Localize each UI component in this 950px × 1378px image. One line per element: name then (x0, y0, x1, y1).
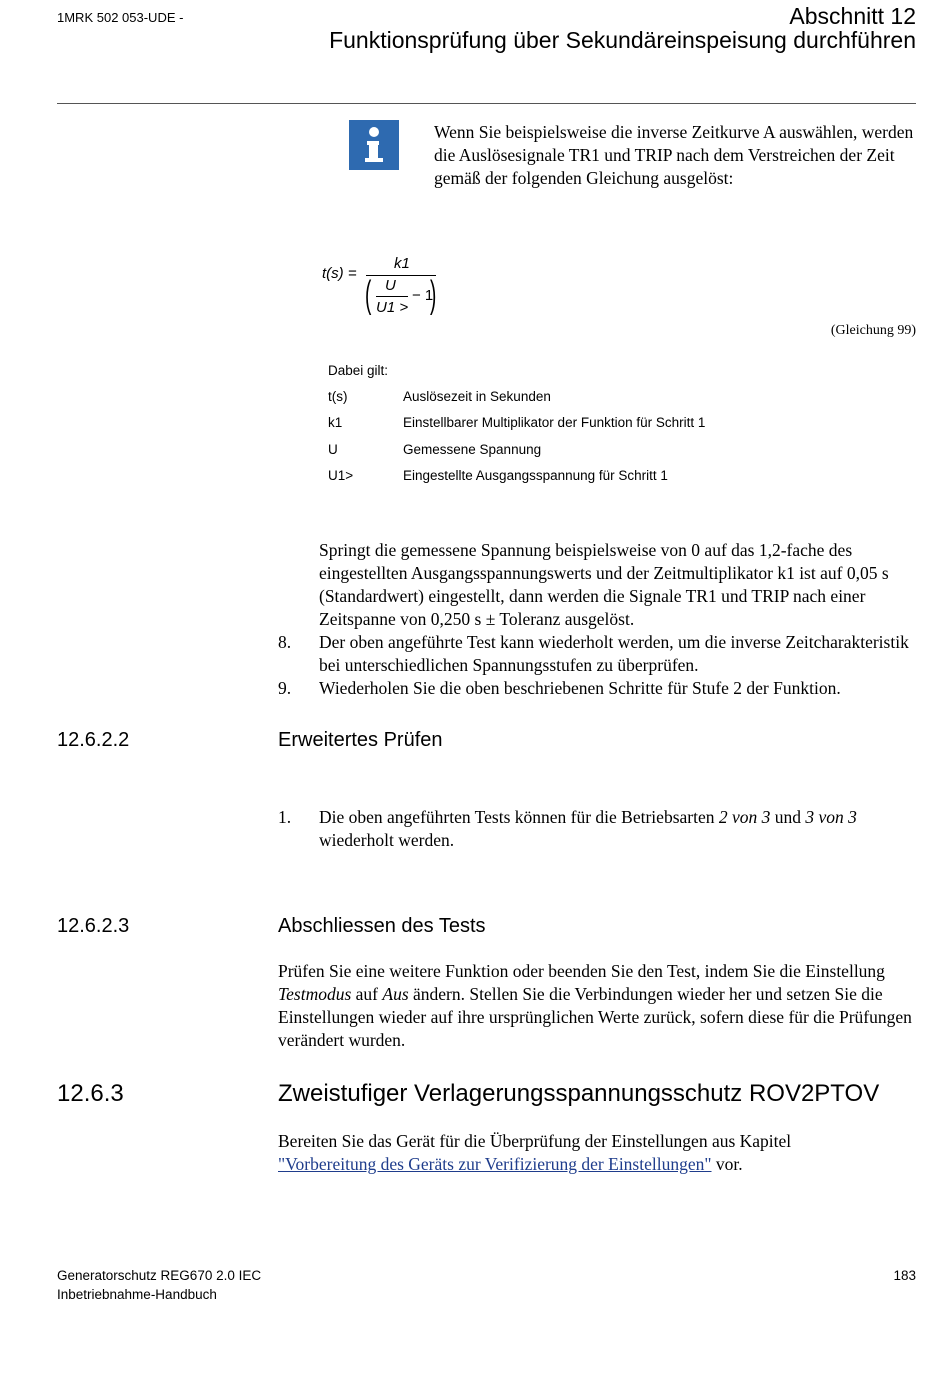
footer-subtitle: Inbetriebnahme-Handbuch (57, 1287, 217, 1302)
section-heading-title: Erweitertes Prüfen (278, 729, 443, 751)
setting-name: Testmodus (278, 984, 352, 1004)
definition-term: U (328, 442, 338, 457)
section-paragraph (278, 1130, 918, 1176)
step-number: 1. (278, 807, 292, 827)
right-paren: ) (430, 274, 437, 316)
step-text-part: und (770, 807, 806, 827)
section-heading-title: Abschliessen des Tests (278, 915, 486, 937)
text-part: auf (351, 984, 383, 1004)
text-part: Bereiten Sie das Gerät für die Überprüfung der Einstellungen aus Kapitel (278, 1131, 792, 1151)
definition-term: t(s) (328, 389, 348, 404)
chapter-link[interactable]: "Vorbereitung des Geräts zur Verifizierung der Einstellungen" (278, 1154, 712, 1174)
definitions-intro: Dabei gilt: (328, 363, 389, 378)
page-number: 183 (893, 1268, 916, 1283)
info-note-text: Wenn Sie beispielsweise die inverse Zeitkurve A auswählen, werden die Auslösesignale TR1 und TRIP nach dem Verstreichen der Zeit gemäß der folgenden Gleichung ausgelöst: (434, 122, 914, 188)
equation-lhs: t(s) = (322, 265, 357, 282)
definition-desc: Eingestellte Ausgangsspannung für Schritt 1 (403, 468, 668, 483)
section-paragraph (278, 960, 918, 1052)
equation (318, 254, 448, 326)
section-title: Funktionsprüfung über Sekundäreinspeisung durchführen (329, 27, 916, 53)
info-icon (349, 120, 399, 170)
step-text: Wiederholen Sie die oben beschriebenen Schritte für Stufe 2 der Funktion. (319, 678, 841, 698)
document-id: 1MRK 502 053-UDE - (57, 10, 184, 25)
mode-2-of-3: 2 von 3 (718, 807, 771, 827)
step-text-part: wiederholt werden. (319, 830, 455, 850)
equation-numerator: k1 (394, 255, 410, 272)
footer-title: Generatorschutz REG670 2.0 IEC (57, 1268, 262, 1283)
header-divider (57, 103, 916, 104)
step-text (319, 806, 919, 852)
definition-desc: Gemessene Spannung (403, 442, 542, 457)
definition-term: U1> (328, 468, 354, 483)
step-text: Der oben angeführte Test kann wiederholt werden, um die inverse Zeitcharakteristik bei unterschiedlichen Spannungsstufen zu überprüfen. (319, 632, 909, 675)
section-heading-number: 12.6.3 (57, 1080, 124, 1107)
fraction-bar (366, 275, 436, 276)
step-text-part: Die oben angeführten Tests können für die Betriebsarten (319, 807, 719, 827)
definition-desc: Einstellbarer Multiplikator der Funktion für Schritt 1 (403, 415, 706, 430)
step-number: 8. (278, 632, 292, 652)
inner-fraction-bar (376, 296, 408, 297)
section-heading-title: Zweistufiger Verlagerungsspannungsschutz ROV2PTOV (278, 1080, 880, 1107)
definition-desc: Auslösezeit in Sekunden (403, 389, 551, 404)
equation-inner-top: U (385, 277, 396, 294)
left-paren: ( (365, 274, 372, 316)
equation-label: (Gleichung 99) (830, 323, 916, 338)
section-heading-number: 12.6.2.2 (57, 729, 130, 751)
equation-minus-one: − 1 (412, 287, 434, 304)
setting-value: Aus (382, 984, 409, 1004)
section-heading-number: 12.6.2.3 (57, 915, 130, 937)
text-part: Prüfen Sie eine weitere Funktion oder beenden Sie den Test, indem Sie die Einstellung (278, 961, 885, 981)
text-part: ändern. Stellen Sie die Verbindungen wieder her und setzen Sie die Einstellungen wieder auf ihre ursprünglichen Werte zurück, sofern diese für die Prüfungen verändert wurden. (278, 984, 912, 1050)
section-number: Abschnitt 12 (789, 3, 916, 29)
step-number: 9. (278, 678, 292, 698)
example-paragraph: Springt die gemessene Spannung beispielsweise von 0 auf das 1,2-fache des eingestellten Ausgangsspannungswerts und der Zeitmultiplikator k1 ist auf 0,05 s (Standardwert) eingestellt, dann werden die Signale TR1 und TRIP nach einer Zeitspanne von 0,250 s ± Toleranz ausgelöst. (319, 540, 889, 629)
mode-3-of-3: 3 von 3 (805, 807, 857, 827)
equation-inner-bottom: U1 > (376, 299, 409, 316)
definition-term: k1 (328, 415, 343, 430)
text-part: vor. (711, 1154, 743, 1174)
